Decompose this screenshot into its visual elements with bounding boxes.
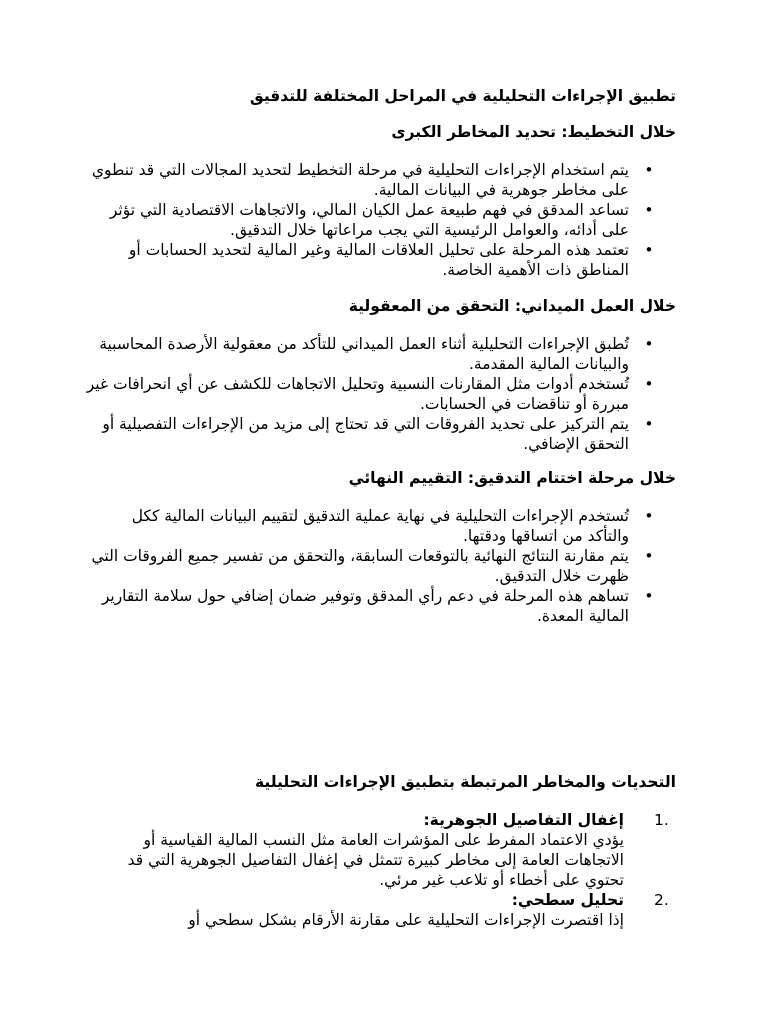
list-item-number: 2. <box>654 891 669 909</box>
list-item-text: تُطبق الإجراءات التحليلية أثناء العمل الميداني للتأكد من معقولية الأرصدة المحاسبية والبيانات المالية المقدمة. <box>99 335 629 373</box>
list-item <box>86 334 676 374</box>
list-item-text: تُستخدم الإجراءات التحليلية في نهاية عملية التدقيق لتقييم البيانات المالية ككل والتأكد من اتساقها ودقتها. <box>131 507 629 545</box>
section-fieldwork-list <box>86 334 676 454</box>
list-item-text: تساهم هذه المرحلة في دعم رأي المدقق وتوفير ضمان إضافي حول سلامة التقارير المالية المعدة. <box>101 587 629 625</box>
list-item <box>86 414 676 454</box>
bullet-icon: • <box>644 507 654 525</box>
bullet-icon: • <box>644 335 654 353</box>
list-item-text: تساعد المدقق في فهم طبيعة عمل الكيان المالي، والاتجاهات الاقتصادية التي تؤثر على أدائه، والعوامل الرئيسية التي يجب مراعاتها خلال التدقيق. <box>109 201 629 239</box>
list-item-text: يتم مقارنة النتائج النهائية بالتوقعات السابقة، والتحقق من تفسير جميع الفروقات التي ظهرت خلال التدقيق. <box>91 547 629 585</box>
list-item <box>86 240 676 280</box>
challenge-body: يؤدي الاعتماد المفرط على المؤشرات العامة مثل النسب المالية القياسية أو الاتجاهات العامة إلى مخاطر كبيرة تتمثل في إغفال التفاصيل الجوهرية التي قد تحتوي على أخطاء أو تلاعب غير مرئي. <box>127 831 624 889</box>
section-heading-completion: خلال مرحلة اختتام التدقيق: التقييم النهائي <box>348 469 676 487</box>
list-item-text: تعتمد هذه المرحلة على تحليل العلاقات المالية وغير المالية لتحديد الحسابات أو المناطق ذات الأهمية الخاصة. <box>128 241 629 279</box>
bullet-icon: • <box>644 415 654 433</box>
bullet-icon: • <box>644 241 654 259</box>
challenge-heading: إغفال التفاصيل الجوهرية: <box>423 811 624 829</box>
list-item <box>86 810 669 890</box>
bullet-icon: • <box>644 375 654 393</box>
list-item <box>86 506 676 546</box>
challenges-list <box>86 810 669 930</box>
list-item-text: يتم استخدام الإجراءات التحليلية في مرحلة التخطيط لتحديد المجالات التي قد تنطوي على مخاطر جوهرية في البيانات المالية. <box>91 161 629 199</box>
list-item <box>86 374 676 414</box>
list-item <box>86 200 676 240</box>
section-planning-list <box>86 160 676 280</box>
challenges-heading: التحديات والمخاطر المرتبطة بتطبيق الإجراءات التحليلية <box>255 773 676 791</box>
list-item <box>86 586 676 626</box>
list-item <box>86 160 676 200</box>
bullet-icon: • <box>644 547 654 565</box>
list-item <box>86 546 676 586</box>
bullet-icon: • <box>644 587 654 605</box>
challenge-heading: تحليل سطحي: <box>511 891 624 909</box>
list-item-text: تُستخدم أدوات مثل المقارنات النسبية وتحليل الاتجاهات للكشف عن أي انحرافات غير مبررة أو تناقضات في الحسابات. <box>86 375 629 413</box>
bullet-icon: • <box>644 201 654 219</box>
document-title: تطبيق الإجراءات التحليلية في المراحل المختلفة للتدقيق <box>249 87 676 105</box>
challenge-body: إذا اقتصرت الإجراءات التحليلية على مقارنة الأرقام بشكل سطحي أو <box>188 911 624 929</box>
list-item <box>86 890 669 930</box>
section-completion-list <box>86 506 676 626</box>
bullet-icon: • <box>644 161 654 179</box>
list-item-text: يتم التركيز على تحديد الفروقات التي قد تحتاج إلى مزيد من الإجراءات التفصيلية أو التحقق الإضافي. <box>102 415 629 453</box>
list-item-number: 1. <box>654 811 669 829</box>
section-heading-planning: خلال التخطيط: تحديد المخاطر الكبرى <box>391 123 676 141</box>
section-heading-fieldwork: خلال العمل الميداني: التحقق من المعقولية <box>348 297 676 315</box>
